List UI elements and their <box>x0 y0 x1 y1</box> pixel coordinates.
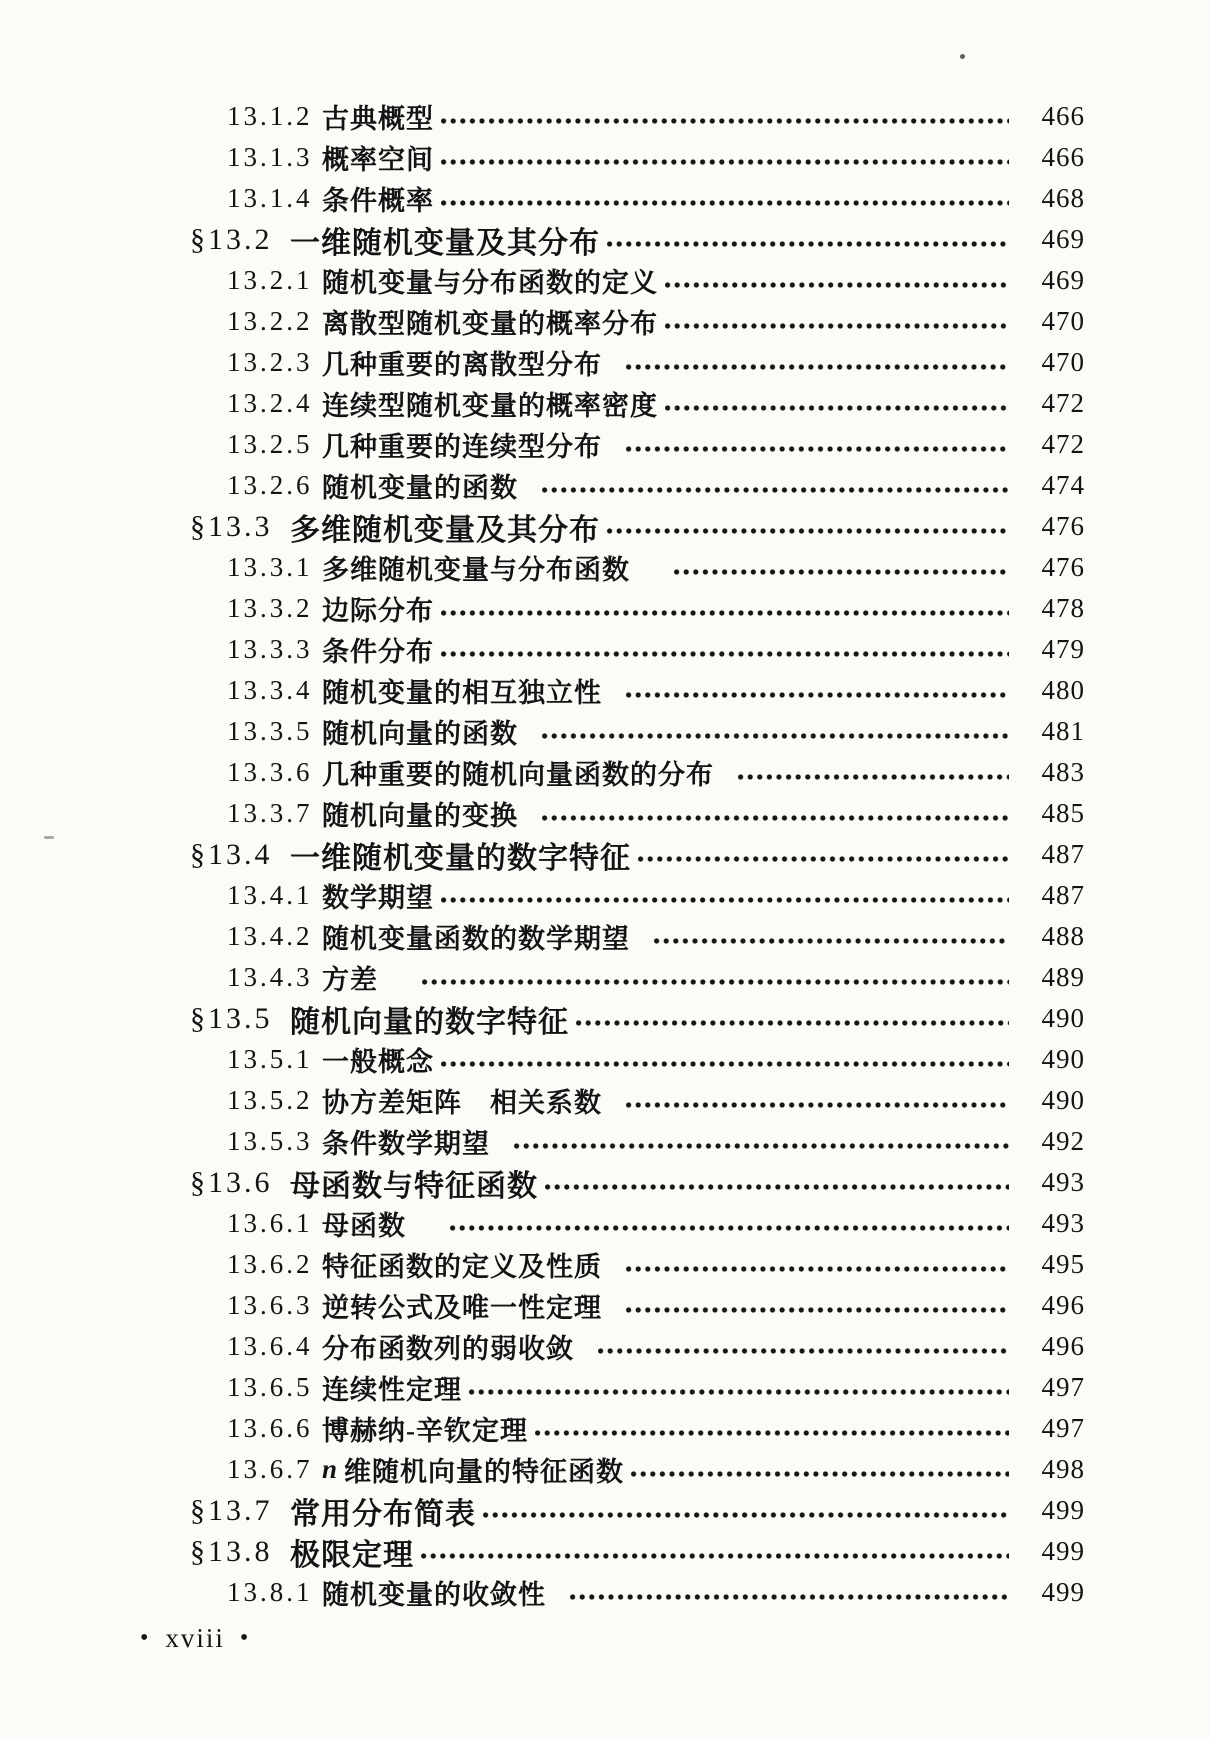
entry-title: 分布函数列的弱收敛 <box>322 1334 574 1364</box>
entry-page-number: 469 <box>1041 265 1085 295</box>
dot-leader <box>738 771 1009 783</box>
entry-page-number: 490 <box>1041 1085 1085 1115</box>
entry-page-number: 495 <box>1041 1249 1085 1279</box>
toc-row <box>0 260 1210 301</box>
entry-number: 13.8.1 <box>227 1577 313 1607</box>
dot-leader <box>545 1181 1009 1193</box>
entry-page-number: 476 <box>1041 511 1085 541</box>
entry-page-number: 497 <box>1041 1372 1085 1402</box>
entry-page-number: 481 <box>1041 716 1085 746</box>
entry-page-number: 497 <box>1041 1413 1085 1443</box>
dot-leader <box>626 1304 1009 1316</box>
toc-row <box>0 588 1210 629</box>
dot-leader <box>626 443 1009 455</box>
toc-row <box>0 1244 1210 1285</box>
toc-row <box>0 916 1210 957</box>
toc-row <box>0 1203 1210 1244</box>
toc-row <box>0 1367 1210 1408</box>
entry-number: §13.8 <box>190 1534 273 1568</box>
toc-row <box>0 219 1210 260</box>
entry-page-number: 483 <box>1041 757 1085 787</box>
entry-number: 13.6.1 <box>227 1208 313 1238</box>
toc-row <box>0 834 1210 875</box>
entry-page-number: 487 <box>1041 839 1085 869</box>
entry-title: 母函数与特征函数 <box>290 1169 538 1203</box>
toc-row <box>0 465 1210 506</box>
entry-number: §13.3 <box>190 509 273 543</box>
entry-page-number: 490 <box>1041 1003 1085 1033</box>
dot-leader <box>570 1591 1009 1603</box>
entry-number: 13.3.2 <box>227 593 313 623</box>
entry-number: §13.6 <box>190 1165 273 1199</box>
dot-leader <box>441 648 1009 660</box>
entry-title: 条件概率 <box>322 186 434 216</box>
entry-title: 随机变量函数的数学期望 <box>322 924 630 954</box>
dot-leader <box>450 1222 1009 1234</box>
entry-title: 几种重要的离散型分布 <box>322 350 602 380</box>
entry-page-number: 489 <box>1041 962 1085 992</box>
page-footer <box>140 1623 1210 1654</box>
entry-number: 13.3.5 <box>227 716 313 746</box>
toc-row <box>0 1080 1210 1121</box>
toc-row <box>0 670 1210 711</box>
entry-title: 几种重要的连续型分布 <box>322 432 602 462</box>
toc-row <box>0 1572 1210 1613</box>
entry-title: 方差 <box>322 965 378 995</box>
entry-page-number: 496 <box>1041 1331 1085 1361</box>
dot-leader <box>607 238 1009 250</box>
entry-title: 逆转公式及唯一性定理 <box>322 1293 602 1323</box>
entry-number: 13.2.6 <box>227 470 313 500</box>
entry-page-number: 493 <box>1041 1208 1085 1238</box>
dot-leader <box>631 1468 1009 1480</box>
entry-page-number: 476 <box>1041 552 1085 582</box>
entry-number: 13.1.2 <box>227 101 313 131</box>
dot-leader <box>542 812 1009 824</box>
entry-page-number: 469 <box>1041 224 1085 254</box>
toc-row <box>0 711 1210 752</box>
dot-leader <box>542 730 1009 742</box>
entry-title: 条件数学期望 <box>322 1129 490 1159</box>
entry-title: 古典概型 <box>322 104 434 134</box>
dot-leader <box>626 361 1009 373</box>
toc-row <box>0 1121 1210 1162</box>
toc-row <box>0 1326 1210 1367</box>
dot-leader <box>469 1386 1009 1398</box>
entry-number: 13.2.1 <box>227 265 313 295</box>
footer-page-number: xviii <box>165 1623 225 1653</box>
toc-row <box>0 793 1210 834</box>
entry-number: 13.4.1 <box>227 880 313 910</box>
dot-leader <box>441 197 1009 209</box>
entry-title: 一维随机变量的数字特征 <box>290 841 631 875</box>
dot-leader <box>665 402 1009 414</box>
dot-leader <box>626 1099 1009 1111</box>
entry-title: 随机向量的数字特征 <box>290 1005 569 1039</box>
entry-title: 随机变量的函数 <box>322 473 518 503</box>
entry-number: 13.3.7 <box>227 798 313 828</box>
entry-title: 随机变量与分布函数的定义 <box>322 268 658 298</box>
entry-title: 一维随机变量及其分布 <box>290 226 600 260</box>
entry-number: 13.6.3 <box>227 1290 313 1320</box>
dot-leader <box>626 1263 1009 1275</box>
toc-row <box>0 506 1210 547</box>
entry-number: 13.3.3 <box>227 634 313 664</box>
entry-title: 随机变量的收敛性 <box>322 1580 546 1610</box>
dot-leader <box>665 320 1009 332</box>
dot-leader <box>674 566 1009 578</box>
toc-row <box>0 1449 1210 1490</box>
dot-leader <box>576 1017 1009 1029</box>
entry-title: 常用分布简表 <box>290 1497 476 1531</box>
entry-number: 13.5.2 <box>227 1085 313 1115</box>
entry-page-number: 478 <box>1041 593 1085 623</box>
toc-row <box>0 629 1210 670</box>
entry-italic-variable: n <box>322 1454 338 1484</box>
entry-number: 13.6.5 <box>227 1372 313 1402</box>
toc-row <box>0 342 1210 383</box>
entry-title: 数学期望 <box>322 883 434 913</box>
toc-row <box>0 752 1210 793</box>
entry-number: 13.2.3 <box>227 347 313 377</box>
toc-row <box>0 1162 1210 1203</box>
dot-leader <box>441 607 1009 619</box>
entry-title: 连续性定理 <box>322 1375 462 1405</box>
entry-number: 13.4.3 <box>227 962 313 992</box>
entry-page-number: 466 <box>1041 142 1085 172</box>
entry-number: 13.6.7 <box>227 1454 313 1484</box>
entry-title: 协方差矩阵 相关系数 <box>322 1088 602 1118</box>
entry-title: 博赫纳-辛钦定理 <box>322 1416 528 1446</box>
dot-leader <box>441 156 1009 168</box>
toc-row <box>0 424 1210 465</box>
entry-page-number: 496 <box>1041 1290 1085 1320</box>
dot-leader <box>441 894 1009 906</box>
toc-row <box>0 1490 1210 1531</box>
entry-number: 13.1.3 <box>227 142 313 172</box>
dot-leader <box>422 976 1009 988</box>
entry-title: 随机向量的函数 <box>322 719 518 749</box>
entry-title: 多维随机变量与分布函数 <box>322 555 630 585</box>
entry-number: 13.4.2 <box>227 921 313 951</box>
entry-number: 13.3.1 <box>227 552 313 582</box>
entry-page-number: 498 <box>1041 1454 1085 1484</box>
toc-row <box>0 96 1210 137</box>
scan-artifact <box>960 54 965 59</box>
toc-row <box>0 998 1210 1039</box>
entry-number: 13.3.4 <box>227 675 313 705</box>
entry-title: 一般概念 <box>322 1047 434 1077</box>
entry-page-number: 470 <box>1041 306 1085 336</box>
dot-leader <box>665 279 1009 291</box>
entry-number: 13.2.4 <box>227 388 313 418</box>
toc-row <box>0 1039 1210 1080</box>
entry-page-number: 487 <box>1041 880 1085 910</box>
entry-number: 13.5.1 <box>227 1044 313 1074</box>
toc-row <box>0 875 1210 916</box>
dot-leader <box>421 1550 1009 1562</box>
entry-page-number: 466 <box>1041 101 1085 131</box>
entry-page-number: 493 <box>1041 1167 1085 1197</box>
entry-title: 几种重要的随机向量函数的分布 <box>322 760 714 790</box>
dot-leader <box>542 484 1009 496</box>
entry-title: 多维随机变量及其分布 <box>290 513 600 547</box>
entry-page-number: 499 <box>1041 1495 1085 1525</box>
toc-row <box>0 301 1210 342</box>
toc-row <box>0 1285 1210 1326</box>
dot-leader <box>654 935 1009 947</box>
entry-number: 13.5.3 <box>227 1126 313 1156</box>
entry-page-number: 490 <box>1041 1044 1085 1074</box>
toc-row <box>0 547 1210 588</box>
scan-artifact <box>44 836 54 839</box>
dot-leader <box>607 525 1009 537</box>
entry-number: 13.2.5 <box>227 429 313 459</box>
dot-leader <box>441 115 1009 127</box>
dot-leader <box>598 1345 1009 1357</box>
entry-title: 极限定理 <box>290 1538 414 1572</box>
entry-title: 母函数 <box>322 1211 406 1241</box>
entry-title: 随机向量的变换 <box>322 801 518 831</box>
entry-page-number: 472 <box>1041 429 1085 459</box>
entry-number: §13.2 <box>190 222 273 256</box>
dot-leader <box>535 1427 1009 1439</box>
entry-number: §13.5 <box>190 1001 273 1035</box>
entry-title: 特征函数的定义及性质 <box>322 1252 602 1282</box>
dot-leader <box>638 853 1009 865</box>
entry-page-number: 492 <box>1041 1126 1085 1156</box>
entry-page-number: 499 <box>1041 1536 1085 1566</box>
entry-number: §13.7 <box>190 1493 273 1527</box>
entry-page-number: 479 <box>1041 634 1085 664</box>
entry-page-number: 470 <box>1041 347 1085 377</box>
entry-title: 条件分布 <box>322 637 434 667</box>
toc-row <box>0 1531 1210 1572</box>
entry-title: 随机变量的相互独立性 <box>322 678 602 708</box>
entry-number: 13.1.4 <box>227 183 313 213</box>
footer-bullet-left: • <box>140 1625 151 1651</box>
entry-title: 维随机向量的特征函数 <box>344 1457 625 1487</box>
entry-number: 13.6.6 <box>227 1413 313 1443</box>
dot-leader <box>441 1058 1009 1070</box>
entry-page-number: 485 <box>1041 798 1085 828</box>
toc-row <box>0 178 1210 219</box>
toc-row <box>0 137 1210 178</box>
toc-row <box>0 1408 1210 1449</box>
entry-title: 边际分布 <box>322 596 434 626</box>
dot-leader <box>483 1509 1009 1521</box>
entry-page-number: 468 <box>1041 183 1085 213</box>
entry-page-number: 499 <box>1041 1577 1085 1607</box>
toc-row <box>0 957 1210 998</box>
toc-row <box>0 383 1210 424</box>
entry-number: 13.3.6 <box>227 757 313 787</box>
entry-number: §13.4 <box>190 837 273 871</box>
footer-bullet-right: • <box>239 1625 251 1651</box>
entry-number: 13.2.2 <box>227 306 313 336</box>
dot-leader <box>514 1140 1009 1152</box>
entry-number: 13.6.2 <box>227 1249 313 1279</box>
entry-title: 离散型随机变量的概率分布 <box>322 309 658 339</box>
entry-title: 连续型随机变量的概率密度 <box>322 391 658 421</box>
dot-leader <box>626 689 1009 701</box>
entry-title: 概率空间 <box>322 145 434 175</box>
entry-page-number: 472 <box>1041 388 1085 418</box>
entry-page-number: 474 <box>1041 470 1085 500</box>
entry-page-number: 488 <box>1041 921 1085 951</box>
entry-page-number: 480 <box>1041 675 1085 705</box>
entry-number: 13.6.4 <box>227 1331 313 1361</box>
